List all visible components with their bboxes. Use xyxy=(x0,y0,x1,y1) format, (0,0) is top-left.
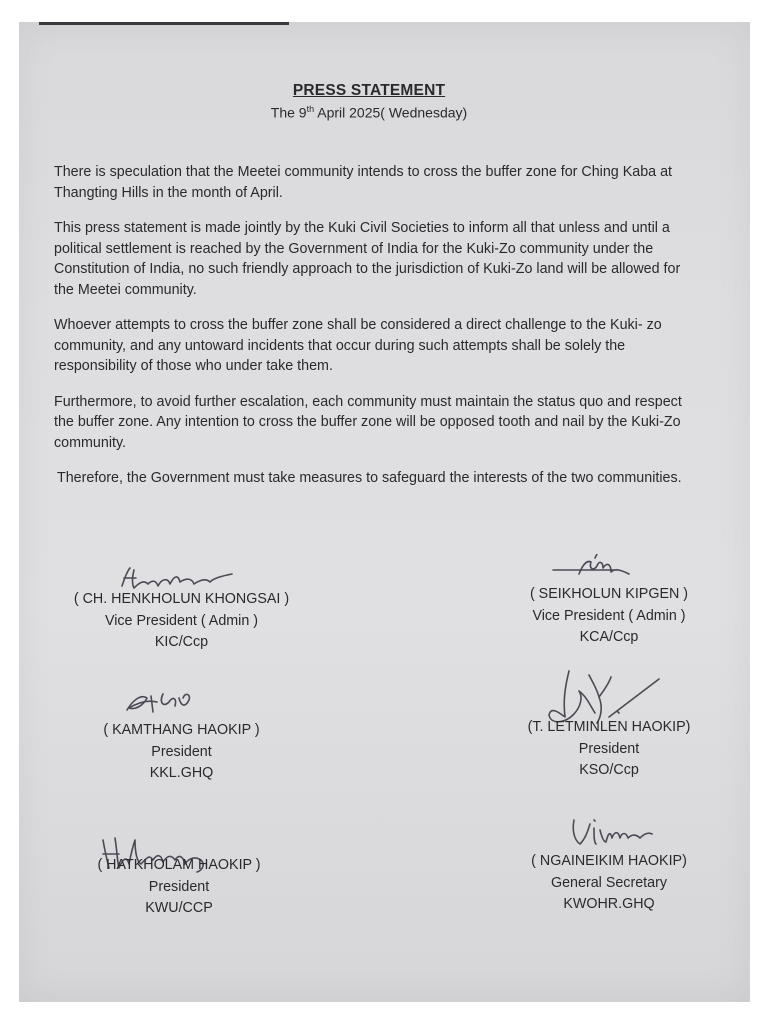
signatory-name: ( NGAINEIKIM HAOKIP) xyxy=(531,853,687,869)
date-suffix: April 2025( Wednesday) xyxy=(314,104,468,121)
signatory-block xyxy=(484,584,734,649)
signatory-role: Vice President ( Admin ) xyxy=(104,612,259,629)
signature-mark xyxy=(549,554,649,584)
signature-mark xyxy=(564,812,654,852)
date-superscript: th xyxy=(306,104,315,114)
signatory-block xyxy=(484,851,734,916)
document-page xyxy=(19,22,750,1002)
signatory-org: KWU/CCP xyxy=(145,900,213,916)
signatory-org: KSO/Ccp xyxy=(579,762,639,778)
signatory-block xyxy=(484,717,734,782)
signatory-role: General Secretary xyxy=(550,874,667,891)
paragraph: Furthermore, to avoid further escalation, each community must maintain the status quo and respect the buffer zone. Any intention to cross the buffer zone will be opposed tooth and nail by the Kuki-Zo community. xyxy=(54,393,682,451)
signatory-name: ( HATKHOLAM HAOKIP ) xyxy=(97,857,261,873)
document-date xyxy=(19,104,719,121)
signatory-org: KIC/Ccp xyxy=(154,634,209,650)
signatory-name: ( CH. HENKHOLUN KHONGSAI ) xyxy=(73,591,290,607)
document-header xyxy=(19,82,719,121)
signatory-block xyxy=(59,720,304,785)
signatory-role: President xyxy=(578,740,640,757)
paper-edge xyxy=(39,22,289,25)
signatory-role: President xyxy=(151,743,212,760)
statement-body xyxy=(54,162,704,504)
signatory-block xyxy=(59,589,304,654)
document-title: PRESS STATEMENT xyxy=(292,82,446,99)
signatory-org: KCA/Ccp xyxy=(579,629,639,645)
signatory-role: President xyxy=(148,878,210,895)
signatory-name: ( KAMTHANG HAOKIP ) xyxy=(103,722,260,738)
signatory-org: KKL.GHQ xyxy=(149,765,214,781)
paragraph: There is speculation that the Meetei community intends to cross the buffer zone for Ching Kaba at Thangting Hills in the month of April. xyxy=(54,164,673,201)
paragraph: Therefore, the Government must take measures to safeguard the interests of the two communities. xyxy=(57,470,682,486)
paragraph: This press statement is made jointly by the Kuki Civil Societies to inform all that unless and until a political settlement is reached by the Government of India for the Kuki-Zo community under the Constitution of India, no such friendly approach to the jurisdiction of Kuki-Zo land will be allowed for the Meetei community. xyxy=(54,220,681,298)
date-prefix: The 9 xyxy=(270,104,307,121)
signatory-org: KWOHR.GHQ xyxy=(563,896,655,912)
signature-mark xyxy=(119,684,199,718)
signatory-role: Vice President ( Admin ) xyxy=(532,607,686,624)
signatory-name: (T. LETMINLEN HAOKIP) xyxy=(527,719,691,735)
signatory-name: ( SEIKHOLUN KIPGEN ) xyxy=(529,586,689,602)
paragraph: Whoever attempts to cross the buffer zone shall be considered a direct challenge to the Kuki- zo community, and any untoward incidents that occur during such attempts shall be solely the responsibility of those who under take them. xyxy=(54,317,662,374)
signatory-block xyxy=(54,855,304,920)
